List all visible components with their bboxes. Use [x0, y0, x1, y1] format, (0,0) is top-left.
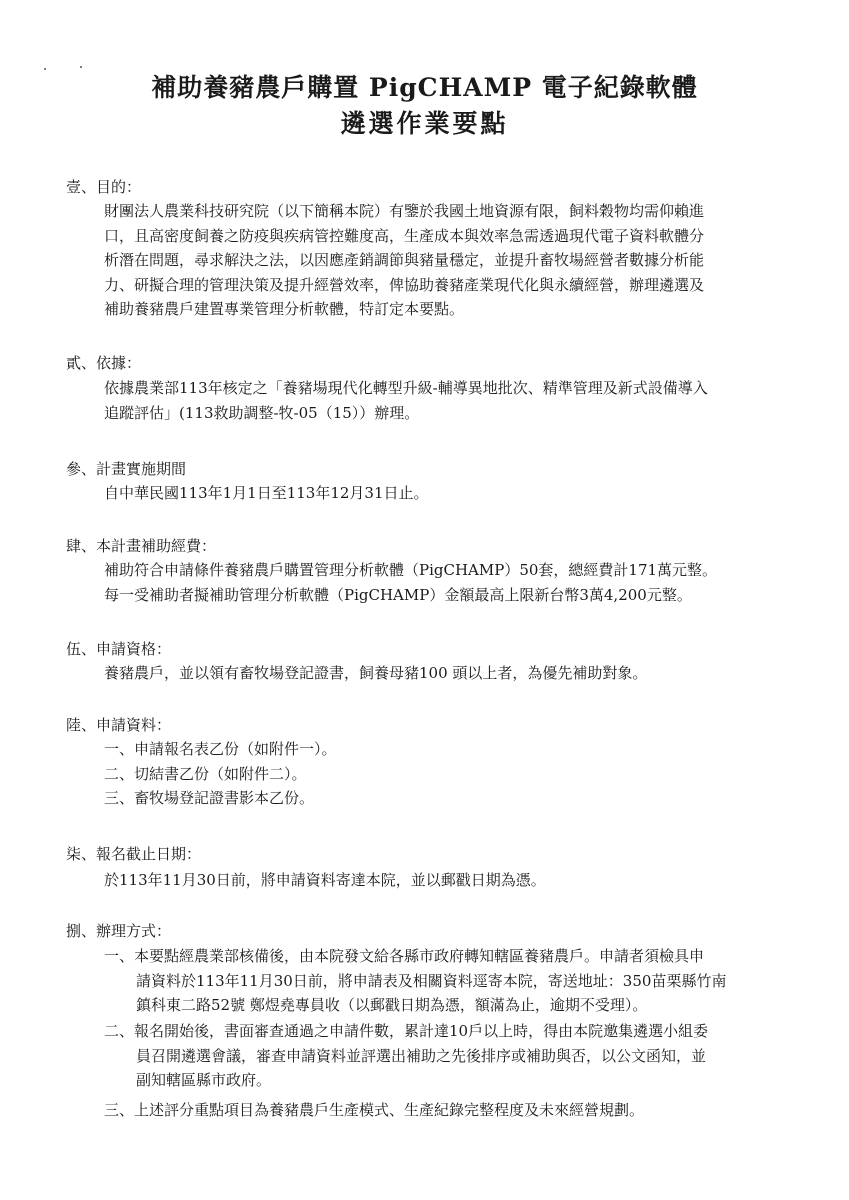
body-line: 自中華民國113年1月1日至113年12月31日止。 — [104, 484, 429, 502]
section-heading-purpose: 壹、目的： — [66, 178, 142, 196]
section-heading-basis: 貳、依據： — [66, 354, 142, 372]
section-heading-deadline: 柒、報名截止日期： — [66, 845, 202, 863]
section-body-eligibility — [104, 661, 647, 686]
body-line: 補助養豬農戶建置專業管理分析軟體，特訂定本要點。 — [104, 300, 465, 318]
section-body-period — [104, 481, 429, 506]
body-line: 析潛在問題，尋求解決之法，以因應產銷調節與豬量穩定，並提升畜牧場經營者數據分析能 — [104, 251, 705, 269]
body-line: 依據農業部113年核定之「養豬場現代化轉型升級-輔導異地批次、精準管理及新式設備導入 — [104, 379, 708, 397]
section-heading-procedure: 捌、辦理方式： — [66, 922, 172, 940]
body-line: 口，且高密度飼養之防疫與疾病管控難度高，生產成本與效率急需透過現代電子資料軟體分 — [104, 226, 705, 245]
list-item: 二、切結書乙份（如附件二）。 — [104, 764, 307, 783]
item-text: 上述評分重點項目為養豬農戶生產模式、生產紀錄完整程度及未來經營規劃。 — [134, 1101, 645, 1119]
body-line: 副知轄區縣市政府。 — [136, 1071, 272, 1089]
body-line: 於113年11月30日前，將申請資料寄達本院，並以郵戳日期為憑。 — [104, 871, 546, 889]
body-line: 請資料於113年11月30日前，將申請表及相關資料逕寄本院，寄送地址：350苗栗縣竹南 — [136, 971, 727, 990]
section-body-documents — [104, 737, 337, 811]
procedure-item-1 — [104, 944, 704, 969]
item-text: 報名開始後，書面審查通過之申請件數，累計達10戶以上時，得由本院邀集遴選小組委 — [134, 1022, 709, 1040]
section-heading-funding: 肆、本計畫補助經費： — [66, 537, 217, 555]
list-item: 三、畜牧場登記證書影本乙份。 — [104, 789, 315, 807]
item-number: 一、 — [104, 947, 135, 965]
procedure-item-2-continuation — [136, 1044, 706, 1093]
section-heading-period: 參、計畫實施期間 — [66, 460, 187, 478]
body-line: 補助符合申請條件養豬農戶購置管理分析軟體（PigCHAMP）50套，總經費計171萬元整。 — [104, 561, 718, 579]
body-line: 養豬農戶，並以領有畜牧場登記證書，飼養母豬100 頭以上者，為優先補助對象。 — [104, 664, 648, 682]
procedure-item-3 — [104, 1098, 644, 1123]
section-body-funding — [104, 558, 717, 607]
body-line: 力、研擬合理的管理決策及提升經營效率，俾協助養豬產業現代化與永續經營，辦理遴選及 — [104, 275, 705, 294]
document-title: 補助養豬農戶購置 PigCHAMP 電子紀錄軟體 — [151, 73, 698, 102]
section-body-purpose — [104, 199, 704, 322]
section-heading-eligibility: 伍、申請資格： — [66, 640, 172, 658]
section-body-basis — [104, 376, 708, 425]
item-number: 二、 — [104, 1022, 135, 1040]
section-body-deadline — [104, 868, 546, 893]
item-text: 本要點經農業部核備後，由本院發文給各縣市政府轉知轄區養豬農戶。申請者須檢具申 — [134, 947, 705, 965]
body-line: 鎮科東二路52號 鄭煜堯專員收（以郵戳日期為憑，額滿為止，逾期不受理）。 — [136, 996, 648, 1014]
item-number: 三、 — [104, 1101, 135, 1119]
list-item: 一、申請報名表乙份（如附件一）。 — [104, 740, 337, 758]
body-line: 員召開遴選會議，審查申請資料並評選出補助之先後排序或補助與否，以公文函知，並 — [136, 1046, 707, 1065]
body-line: 每一受補助者擬補助管理分析軟體（PigCHAMP）金額最高上限新台幣3萬4,200元整。 — [104, 585, 692, 604]
body-line: 追蹤評估」(113救助調整-牧-05（15））辦理。 — [104, 403, 420, 422]
document-subtitle: 遴選作業要點 — [340, 109, 509, 138]
procedure-item-2 — [104, 1019, 708, 1044]
procedure-item-1-continuation — [136, 969, 726, 1018]
section-heading-documents: 陸、申請資料： — [66, 716, 172, 734]
body-line: 財團法人農業科技研究院（以下簡稱本院）有鑒於我國土地資源有限，飼料穀物均需仰賴進 — [104, 202, 705, 220]
